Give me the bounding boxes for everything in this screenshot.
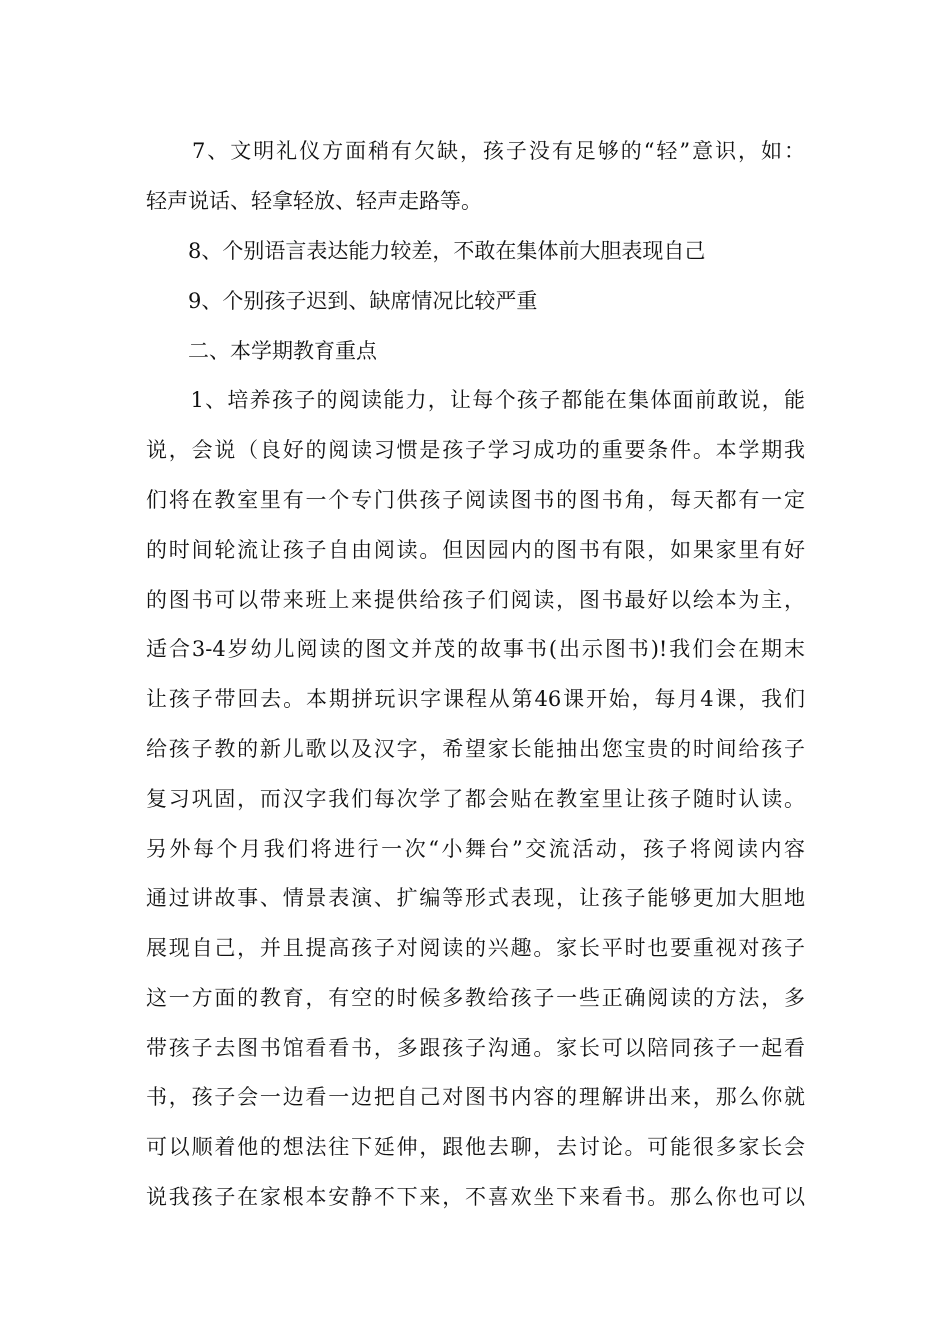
paragraph-line: 的图书可以带来班上来提供给孩子们阅读，图书最好以绘本为主，	[146, 588, 805, 612]
paragraph-line: 展现自己，并且提高孩子对阅读的兴趣。家长平时也要重视对孩子	[146, 936, 805, 960]
section-heading: 二、本学期教育重点	[146, 339, 377, 363]
paragraph-line: 们将在教室里有一个专门供孩子阅读图书的图书角，每天都有一定	[146, 488, 805, 512]
paragraph-line: 这一方面的教育，有空的时候多教给孩子一些正确阅读的方法，多	[146, 986, 805, 1010]
paragraph-line: 给孩子教的新儿歌以及汉字，希望家长能抽出您宝贵的时间给孩子	[146, 737, 805, 761]
paragraph-line: 另外每个月我们将进行一次“小舞台”交流活动，孩子将阅读内容	[146, 837, 805, 861]
paragraph-line: 复习巩固，而汉字我们每次学了都会贴在教室里让孩子随时认读。	[146, 787, 805, 811]
paragraph-line: 可以顺着他的想法往下延伸，跟他去聊，去讨论。可能很多家长会	[146, 1135, 805, 1159]
paragraph-line: 的时间轮流让孩子自由阅读。但因园内的图书有限，如果家里有好	[146, 538, 805, 562]
paragraph-line: 书，孩子会一边看一边把自己对图书内容的理解讲出来，那么你就	[146, 1085, 805, 1109]
paragraph-line: 让孩子带回去。本期拼玩识字课程从第46课开始，每月4课，我们	[146, 687, 805, 711]
paragraph-line: 9、个别孩子迟到、缺席情况比较严重	[146, 289, 538, 313]
paragraph-line: 说我孩子在家根本安静不下来，不喜欢坐下来看书。那么你也可以	[146, 1185, 805, 1209]
paragraph-line: 1、培养孩子的阅读能力，让每个孩子都能在集体面前敢说，能	[146, 388, 805, 412]
paragraph-line: 适合3-4岁幼儿阅读的图文并茂的故事书(出示图书)!我们会在期末	[146, 637, 805, 661]
paragraph-line: 通过讲故事、情景表演、扩编等形式表现，让孩子能够更加大胆地	[146, 886, 805, 910]
paragraph-line: 说，会说（良好的阅读习惯是孩子学习成功的重要条件。本学期我	[146, 438, 805, 462]
paragraph-line: 轻声说话、轻拿轻放、轻声走路等。	[146, 189, 482, 213]
paragraph-line: 8、个别语言表达能力较差，不敢在集体前大胆表现自己	[146, 239, 706, 263]
paragraph-line: 7、文明礼仪方面稍有欠缺，孩子没有足够的“轻”意识，如：	[146, 139, 805, 163]
paragraph-line: 带孩子去图书馆看看书，多跟孩子沟通。家长可以陪同孩子一起看	[146, 1036, 805, 1060]
